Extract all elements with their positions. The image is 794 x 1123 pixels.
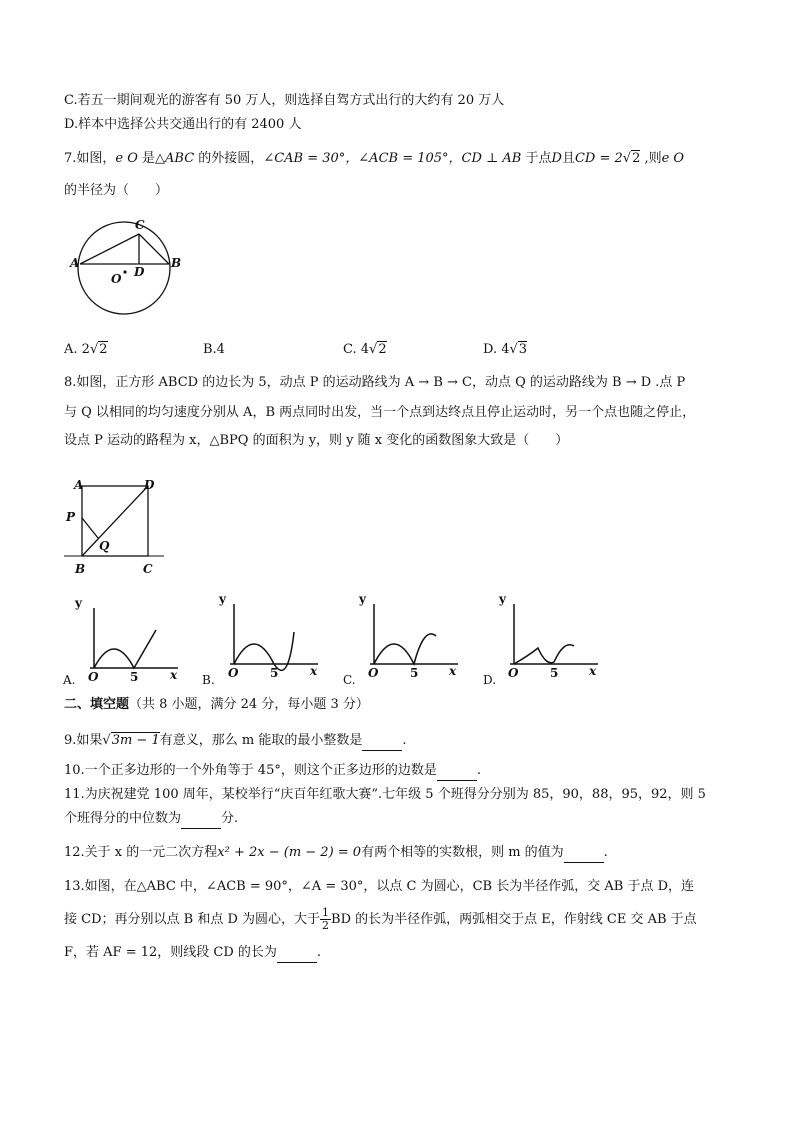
q8-graph-a-x-label: x — [170, 668, 178, 682]
q7-option-a-label: A. 2 — [64, 342, 90, 357]
q7-perp: CD ⊥ AB — [461, 151, 522, 166]
q9-post: 有意义，那么 m 能取的最小整数是 — [159, 733, 363, 748]
q7-label-o: O — [111, 272, 122, 286]
q8-graph-c-five: 5 — [410, 666, 419, 680]
q8-graph-c-prefix: C. — [343, 673, 356, 687]
q11-line1: 11.为庆祝建党 100 周年，某校举行“庆百年红歌大赛”.七年级 5 个班得分分别为 85，90，88，95，92，则 5 — [64, 787, 706, 802]
q8-segment-pq — [82, 518, 98, 538]
q7-point-d: D — [551, 151, 562, 166]
q7-option-c-label: C. 4 — [343, 342, 370, 357]
q8-label-d: D — [144, 478, 155, 492]
q7-text: 且 — [561, 151, 575, 166]
q7-segment-bc — [139, 234, 169, 264]
q7-label-a: A — [70, 256, 80, 270]
section-2-title: 二、填空题 — [64, 697, 130, 712]
q7-text: ,则 — [640, 151, 662, 166]
q7-option-a-rad: 2 — [99, 342, 108, 357]
q7-text: 是 — [137, 151, 156, 166]
q9-answer-blank[interactable] — [362, 732, 402, 751]
q12-end: . — [603, 845, 608, 860]
section-2-note: （共 8 小题，满分 24 分，每小题 3 分） — [129, 697, 369, 712]
q8-stem-line2: 与 Q 以相同的均匀速度分别从 A，B 两点同时出发，当一个点到达终点且停止运动时，另一个点也随之停止， — [64, 405, 696, 420]
q7-stem-line1: 7.如图，e O 是△ABC 的外接圆，∠CAB = 30°，∠ACB = 105°，CD ⊥ AB 于点D且CD = 2√2 ,则e O — [64, 151, 685, 166]
q8-graph-a-curve — [94, 630, 156, 668]
q8-label-a: A — [74, 478, 84, 492]
q8-label-q: Q — [99, 539, 110, 553]
q7-option-c: C. 4√2 — [343, 342, 387, 357]
q7-circle-o: e O — [115, 151, 138, 166]
q7-label-b: B — [171, 256, 182, 270]
q7-circle — [78, 222, 170, 314]
q10 — [64, 762, 481, 781]
q8-graph-a-prefix: A. — [63, 673, 76, 687]
q12-answer-blank[interactable] — [564, 844, 604, 863]
q8-graph-a-y-label: y — [75, 596, 82, 610]
q13-frac-den: 2 — [322, 919, 330, 932]
q8-graph-b-origin: O — [228, 666, 239, 680]
q8-graph-d-y-label: y — [499, 592, 506, 606]
q12-equation: x² + 2x − (m − 2) = 0 — [217, 845, 362, 860]
q8-graph-d-x-label: x — [589, 664, 597, 678]
q13-line2-post: BD 的长为半径作弧，两弧相交于点 E，作射线 CE 交 AB 于点 — [331, 912, 697, 927]
q8-graph-d-curve — [514, 645, 574, 664]
q8-stem-line1: 8.如图，正方形 ABCD 的边长为 5，动点 P 的运动路线为 A → B → C，动点 Q 的运动路线为 B → D .点 P — [64, 375, 686, 390]
q13-line2-pre: 接 CD；再分别以点 B 和点 D 为圆心，大于 — [64, 912, 321, 927]
q7-text: 于点 — [521, 151, 552, 166]
q8-graph-d-prefix: D. — [483, 673, 497, 687]
q7-option-d: D. 4√3 — [483, 342, 528, 357]
section-2-heading — [64, 696, 369, 714]
q11-end: 分. — [221, 811, 239, 826]
q12-pre: 12.关于 x 的一元二次方程 — [64, 845, 218, 860]
q8-label-p: P — [66, 510, 76, 524]
q6-option-d: D.样本中选择公共交通出行的有 2400 人 — [64, 117, 302, 132]
q8-graph-b-prefix: B. — [202, 673, 215, 687]
q7-text: 的外接圆， — [194, 151, 264, 166]
q13-frac-num: 1 — [322, 906, 330, 919]
q8-graph-c-y-label: y — [359, 592, 366, 606]
q6-option-c: C.若五一期间观光的游客有 50 万人，则选择自驾方式出行的大约有 20 万人 — [64, 93, 505, 108]
q8-stem-line3: 设点 P 运动的路程为 x，△BPQ 的面积为 y，则 y 随 x 变化的函数图象大致是（ ） — [64, 433, 569, 448]
q13-line1: 13.如图，在△ABC 中，∠ACB = 90°，∠A = 30°，以点 C 为圆心，CB 长为半径作弧，交 AB 于点 D，连 — [64, 879, 694, 894]
q7-center-dot — [123, 270, 126, 273]
q13-line3 — [64, 944, 321, 963]
q10-answer-blank[interactable] — [437, 762, 477, 781]
q13-end: . — [316, 945, 322, 960]
q13-line2 — [64, 907, 697, 932]
q8-graph-b-five: 5 — [270, 666, 279, 680]
q12 — [64, 844, 608, 863]
q12-post: 有两个相等的实数根，则 m 的值为 — [361, 845, 564, 860]
q8-graph-a-five: 5 — [130, 670, 139, 684]
q11-answer-blank[interactable] — [181, 810, 221, 829]
q7-circle-o: e O — [661, 151, 685, 166]
q9: 9.如果√3m − 1有意义，那么 m 能取的最小整数是 . — [64, 732, 406, 751]
q9-pre: 9.如果 — [64, 733, 103, 748]
q7-cd: CD = 2 — [574, 151, 623, 166]
q7-option-a: A. 2√2 — [64, 342, 108, 357]
q9-end: . — [402, 733, 407, 748]
q8-graph-c-origin: O — [368, 666, 379, 680]
q7-label-d: D — [134, 265, 145, 279]
q7-option-b: B.4 — [203, 342, 225, 357]
q8-graph-c-x-label: x — [449, 664, 457, 678]
q8-graph-c-curve — [374, 634, 436, 664]
q7-triangle: △ABC — [155, 151, 195, 166]
q7-text: 7.如图， — [64, 151, 116, 166]
q8-label-b: B — [75, 562, 86, 576]
q8-diagonal-bd — [82, 486, 148, 556]
q13-fraction — [320, 907, 331, 932]
q7-option-d-label: D. 4 — [483, 342, 510, 357]
q8-graph-b-x-label: x — [310, 664, 318, 678]
q9-radicand: 3m − 1 — [111, 733, 160, 748]
q11-line2 — [64, 810, 238, 829]
q10-text: 10.一个正多边形的一个外角等于 45°，则这个正多边形的边数是 — [64, 763, 437, 778]
q13-line3-pre: F，若 AF = 12，则线段 CD 的长为 — [64, 945, 277, 960]
q8-graph-d-five: 5 — [550, 666, 559, 680]
q7-angles: ∠CAB = 30°，∠ACB = 105°， — [263, 151, 462, 166]
q7-option-d-rad: 3 — [518, 342, 528, 357]
q8-graph-a-origin: O — [88, 670, 99, 684]
q10-end: . — [476, 763, 481, 778]
q8-label-c: C — [143, 562, 153, 576]
q11-pre: 个班得分的中位数为 — [64, 811, 182, 826]
q7-label-c: C — [135, 218, 145, 232]
q7-sqrt: 2 — [632, 151, 641, 166]
q7-option-c-rad: 2 — [378, 342, 387, 357]
q7-stem-line2: 的半径为（ ） — [64, 183, 169, 198]
q8-graph-d-origin: O — [508, 666, 519, 680]
q8-graph-b-y-label: y — [219, 592, 226, 606]
q13-answer-blank[interactable] — [277, 944, 317, 963]
